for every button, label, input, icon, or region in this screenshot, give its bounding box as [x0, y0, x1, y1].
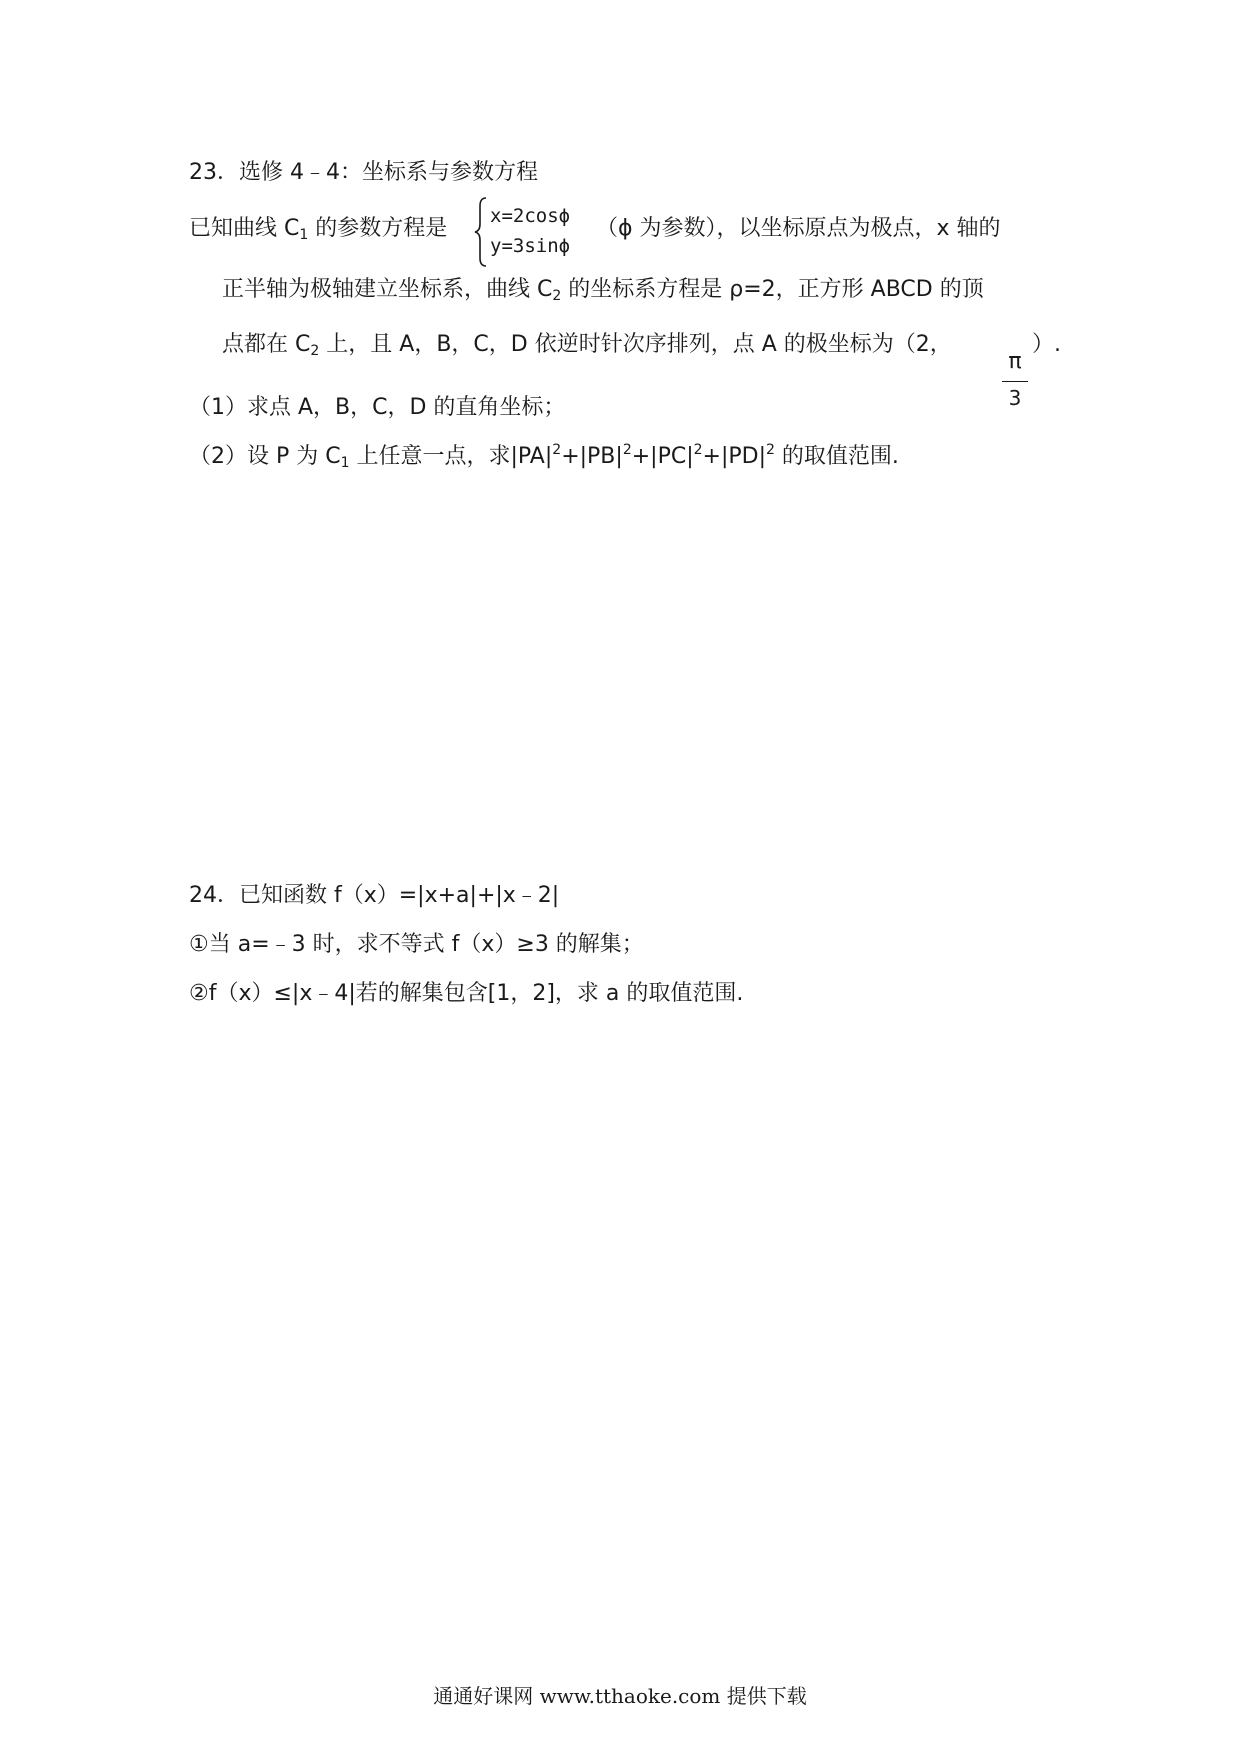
fraction-denominator: 3: [1008, 386, 1022, 410]
footer-source: 通通好课网 www.tthaoke.com 提供下载: [433, 1684, 807, 1708]
q23-line3-end: ）.: [1032, 332, 1061, 357]
parametric-equation-system: [474, 196, 584, 268]
subscript-1: 1: [299, 227, 309, 243]
q23-line1-text-b: 的参数方程是: [308, 216, 448, 241]
superscript-2: 2: [693, 442, 703, 458]
fraction-pi-over-3: [1000, 348, 1030, 414]
subscript-1: 1: [340, 455, 350, 471]
q23-part2-text-f: 的取值范围.: [774, 444, 899, 469]
fraction-numerator: π: [1008, 349, 1022, 374]
q23-line3-text-a: 点都在 C: [222, 332, 311, 357]
q24-part1: ①当 a=﹣3 时，求不等式 f（x）≥3 的解集；: [189, 932, 644, 957]
subscript-2: 2: [552, 288, 562, 304]
left-brace: [474, 196, 488, 268]
equation-x: x=2cosϕ: [490, 205, 571, 227]
q23-line2: [222, 275, 984, 305]
q23-line1-tail: （ϕ 为参数），以坐标原点为极点，x 轴的: [596, 216, 1001, 241]
q23-line1-text-a: 已知曲线 C: [189, 216, 300, 241]
q23-line2-text-b: 的坐标系方程是 ρ=2，正方形 ABCD 的顶: [561, 277, 984, 302]
fraction-bar: [1002, 381, 1028, 382]
q23-line1: [189, 214, 447, 244]
superscript-2: 2: [552, 442, 562, 458]
q23-part2-text-b: 上任意一点，求|PA|: [349, 444, 553, 469]
q23-part2-text-c: +|PB|: [561, 444, 623, 469]
q23-line3: [222, 330, 952, 360]
q23-line2-text-a: 正半轴为极轴建立坐标系，曲线 C: [222, 277, 553, 302]
q23-line3-text-b: 上，且 A，B，C，D 依逆时针次序排列，点 A 的极坐标为（2，: [319, 332, 952, 357]
q23-part1: （1）求点 A，B，C，D 的直角坐标；: [189, 395, 566, 420]
q23-part2-text-a: （2）设 P 为 C: [189, 444, 341, 469]
q23-part2-text-e: +|PD|: [702, 444, 767, 469]
q24-part2: ②f（x）≤|x﹣4|若的解集包含[1，2]，求 a 的取值范围.: [189, 981, 744, 1006]
q24-title: 24．已知函数 f（x）=|x+a|+|x﹣2|: [189, 883, 560, 908]
q23-part2: [189, 442, 899, 472]
subscript-2: 2: [310, 343, 320, 359]
equation-y: y=3sinϕ: [490, 235, 571, 257]
q23-title: 23．选修 4﹣4：坐标系与参数方程: [189, 160, 538, 185]
q23-part2-text-d: +|PC|: [631, 444, 694, 469]
superscript-2: 2: [622, 442, 632, 458]
superscript-2: 2: [766, 442, 775, 458]
